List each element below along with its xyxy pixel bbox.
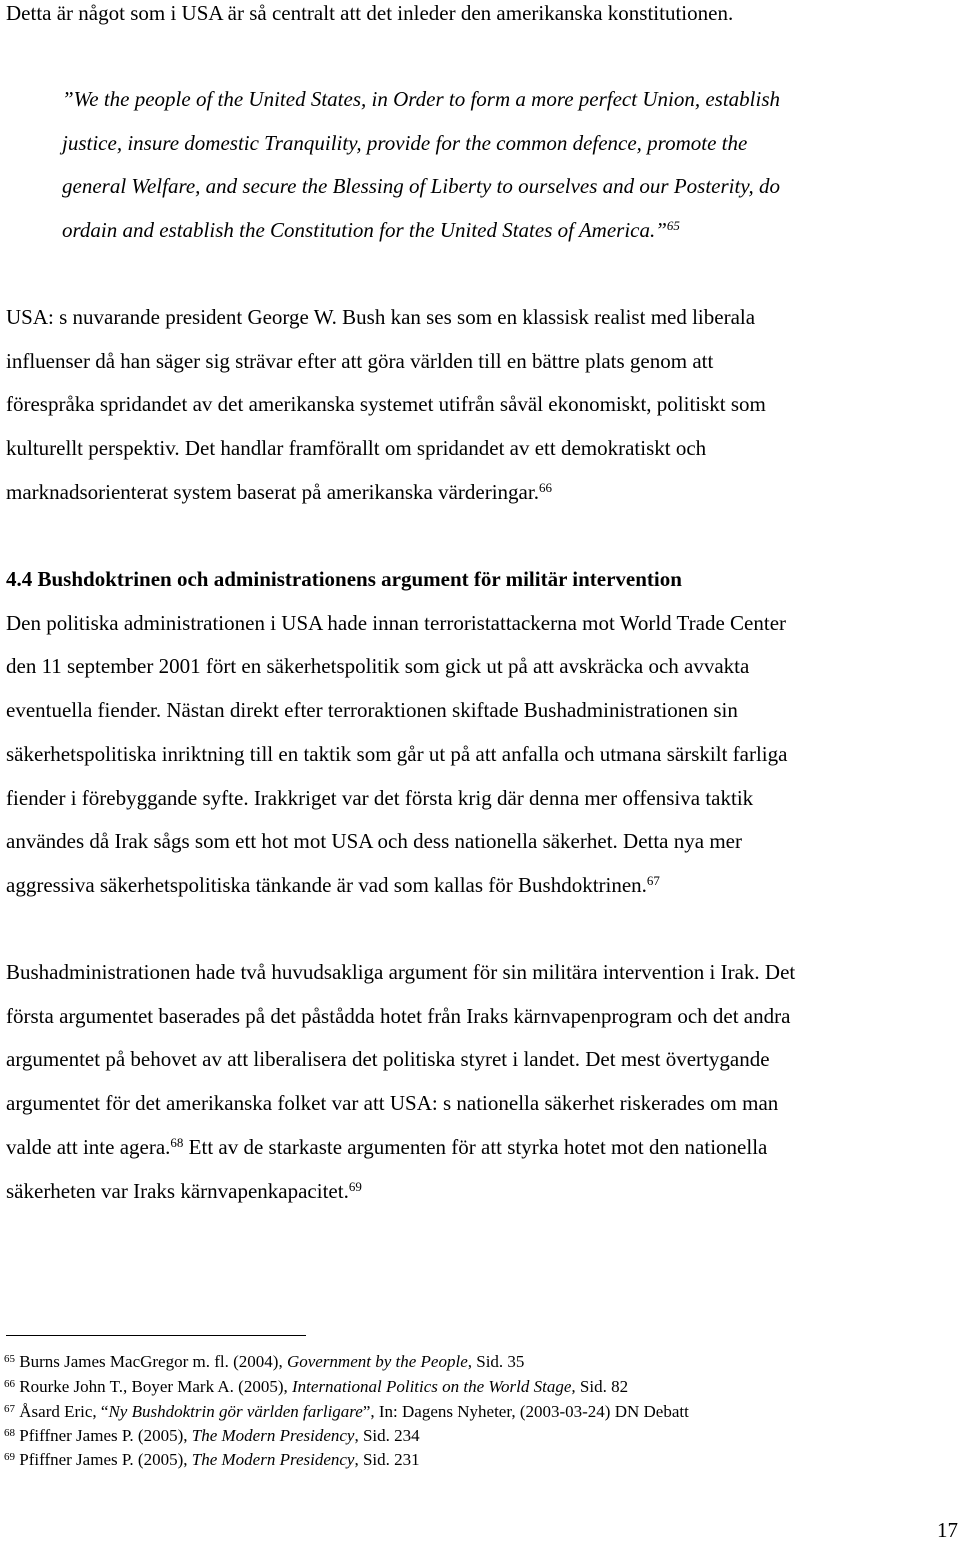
footnote-title: The Modern Presidency [191,1426,355,1445]
paragraph-line: argumentet för det amerikanska folket var att USA: s nationella säkerhet riskerades om man [6,1091,779,1115]
footnote-65 [4,1351,524,1373]
footnote-68 [4,1425,420,1447]
footnote-number: 69 [4,1451,15,1463]
paragraph-text: marknadsorienterat system baserat på amerikanska värderingar. [6,480,539,504]
paragraph-line: kulturellt perspektiv. Det handlar framförallt om spridandet av ett demokratiskt och [6,436,707,460]
paragraph-line [6,479,552,505]
quote-line: general Welfare, and secure the Blessing of Liberty to ourselves and our Posterity, do [62,174,780,198]
paragraph-line: argumentet på behovet av att liberalisera det politiska styret i landet. Det mest övertygande [6,1047,770,1071]
paragraph-line [6,872,660,898]
quote-line: justice, insure domestic Tranquility, provide for the common defence, promote the [62,131,748,155]
footnote-text: , Sid. 231 [354,1450,420,1469]
paragraph-line: eventuella fiender. Nästan direkt efter terroraktionen skiftade Bushadministrationen sin [6,698,738,722]
quote-line: ”We the people of the United States, in Order to form a more perfect Union, establish [62,87,780,111]
paragraph-line [6,1134,767,1160]
footnote-ref-68: 68 [170,1135,184,1150]
footnote-number: 68 [4,1427,15,1439]
footnote-text: Rourke John T., Boyer Mark A. (2005), [15,1377,293,1396]
paragraph-line: Den politiska administrationen i USA hade innan terroristattackerna mot World Trade Center [6,611,787,635]
footnote-ref-69: 69 [348,1179,362,1194]
footnote-text: Pfiffner James P. (2005), [15,1450,192,1469]
paragraph-text: säkerheten var Iraks kärnvapenkapacitet. [6,1179,349,1203]
paragraph-line: influenser då han säger sig strävar efter att göra världen till en bättre plats genom att [6,349,714,373]
footnote-title: International Politics on the World Stage, [292,1377,576,1396]
paragraph-line: förespråka spridandet av det amerikanska systemet utifrån såväl ekonomiskt, politiskt som [6,392,766,416]
quote-line [62,217,680,243]
paragraph-line: USA: s nuvarande president George W. Bush kan ses som en klassisk realist med liberala [6,305,756,329]
paragraph-text: Ett av de starkaste argumenten för att styrka hotet mot den nationella [183,1135,768,1159]
footnote-text: ”, In: Dagens Nyheter, (2003-03-24) DN Debatt [362,1402,689,1421]
footnote-text: Sid. 82 [575,1377,629,1396]
footnote-text: Burns James MacGregor m. fl. (2004), [15,1352,287,1371]
footnote-number: 66 [4,1378,15,1390]
paragraph-line: fiender i förebyggande syfte. Irakkriget var det första krig där denna mer offensiva taktik [6,786,754,810]
footnote-text: Pfiffner James P. (2005), [15,1426,192,1445]
page-number: 17 [937,1518,958,1542]
intro-text: Detta är något som i USA är så centralt att det inleder den amerikanska konstitutionen. [6,1,734,25]
paragraph-text: valde att inte agera. [6,1135,171,1159]
footnote-text: Åsard Eric, “ [15,1402,109,1421]
footnote-67 [4,1401,689,1423]
paragraph-line: den 11 september 2001 fört en säkerhetspolitik som gick ut på att avskräcka och avvakta [6,654,750,678]
paragraph-line: Bushadministrationen hade två huvudsakliga argument för sin militära intervention i Irak. Det [6,960,796,984]
section-heading: 4.4 Bushdoktrinen och administrationens argument för militär intervention [6,567,682,591]
paragraph-line: första argumentet baserades på det påstådda hotet från Iraks kärnvapenprogram och det andra [6,1004,791,1028]
footnote-ref-66: 66 [538,480,552,495]
footnote-title: Ny Bushdoktrin gör världen farligare [108,1402,363,1421]
quote-text: ordain and establish the Constitution for the United States of America.” [62,218,667,242]
footnote-title: Government by the People [286,1352,468,1371]
paragraph-line [6,1178,362,1204]
paragraph-line: säkerhetspolitiska inriktning till en taktik som går ut på att anfalla och utmana särskilt farliga [6,742,788,766]
footnote-number: 65 [4,1353,15,1365]
footnote-title: The Modern Presidency [191,1450,355,1469]
footnote-ref-65: 65 [666,218,680,233]
footnote-divider [6,1335,306,1336]
footnote-text: , Sid. 35 [467,1352,525,1371]
footnote-text: , Sid. 234 [354,1426,420,1445]
footnote-ref-67: 67 [646,873,660,888]
footnote-number: 67 [4,1403,15,1415]
footnote-69 [4,1449,420,1471]
footnote-66 [4,1376,628,1398]
paragraph-line: användes då Irak sågs som ett hot mot USA och dess nationella säkerhet. Detta nya mer [6,829,742,853]
paragraph-text: aggressiva säkerhetspolitiska tänkande är vad som kallas för Bushdoktrinen. [6,873,647,897]
